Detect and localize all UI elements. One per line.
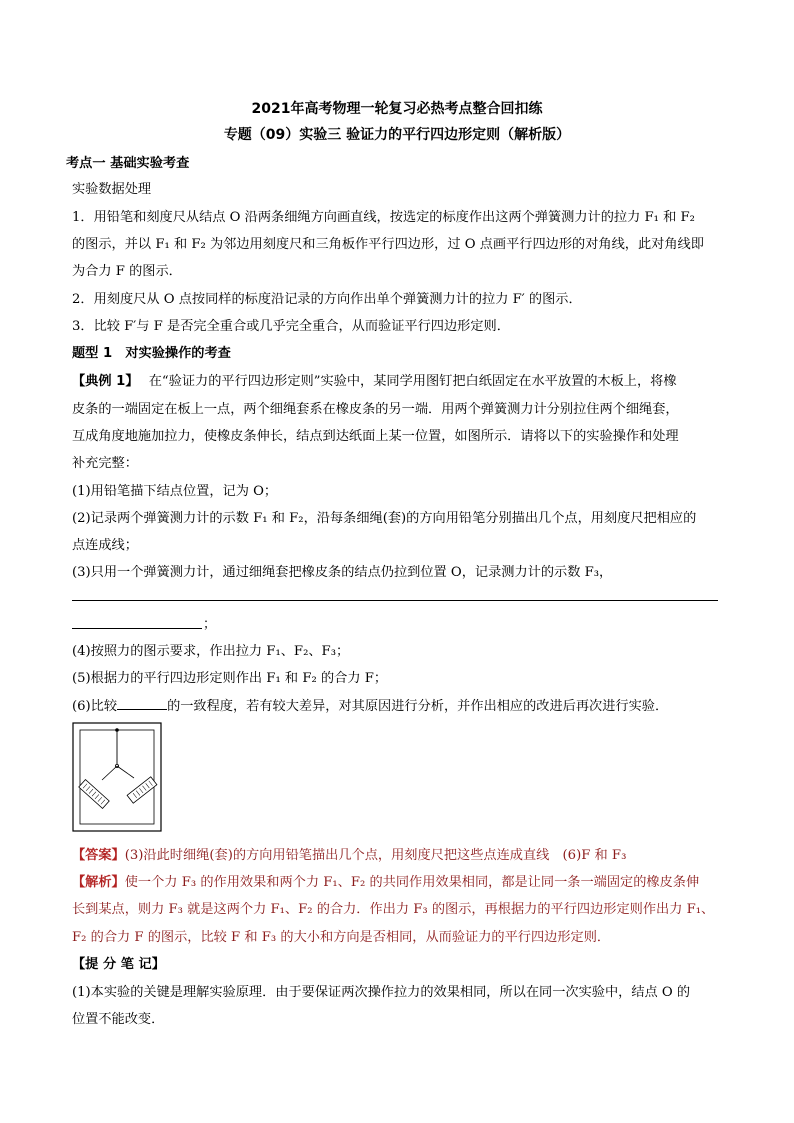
step-line: 的图示，并以 F₁ 和 F₂ 为邻边用刻度尺和三角板作平行四边形，过 O 点画平行四边形的对角线，此对角线即 — [72, 237, 704, 252]
pin-point — [115, 728, 119, 732]
experiment-figure — [72, 722, 162, 832]
analysis-tag: 【解析】 — [72, 875, 125, 890]
item6-blank — [117, 697, 167, 710]
question-stem-line: 互成角度地施加拉力，使橡皮条伸长，结点到达纸面上某一位置，如图所示．请将以下的实验操作和处理 — [72, 429, 679, 444]
item6-suffix: 的一致程度，若有较大差异，对其原因进行分析，并作出相应的改进后再次进行实验． — [167, 699, 669, 714]
question-stem-line: 在“验证力的平行四边形定则”实验中，某同学用图钉把白纸固定在水平放置的木板上，将橡 — [148, 374, 677, 389]
step-line: 3．比较 F′与 F 是否完全重合或几乎完全重合，从而验证平行四边形定则． — [72, 319, 510, 334]
example-tag: 【典例 1】 — [72, 374, 139, 389]
question-stem-first — [72, 370, 722, 389]
notes-line: 位置不能改变． — [72, 1012, 165, 1027]
step-line: 2．用刻度尺从 O 点按同样的标度沿记录的方向作出单个弹簧测力计的拉力 F′ 的图示． — [72, 292, 582, 307]
question-stem-line: 补充完整： — [72, 456, 138, 471]
sub-item: (1)用铅笔描下结点位置，记为 O； — [72, 484, 278, 499]
item6-prefix: (6)比较 — [72, 699, 118, 714]
analysis-text: 使一个力 F₃ 的作用效果和两个力 F₁、F₂ 的共同作用效果相同，都是让同一条一端固定的橡皮条伸 — [124, 875, 700, 890]
sub-item-6 — [72, 695, 722, 714]
document-subtitle: 专题（09）实验三 验证力的平行四边形定则（解析版） — [223, 127, 571, 143]
blank-end-mark: ； — [203, 617, 217, 632]
answer-text: (3)沿此时细绳(套)的方向用铅笔描出几个点，用刻度尺把这些点连成直线 (6)F 和 F₃ — [124, 848, 627, 863]
answer-blank-line-short — [72, 628, 202, 629]
analysis-text: F₂ 的合力 F 的图示，比较 F 和 F₃ 的大小和方向是否相同，从而验证力的平行四边形定则． — [72, 930, 611, 945]
answer-line — [72, 844, 722, 863]
question-stem-line: 皮条的一端固定在板上一点，两个细绳套系在橡皮条的另一端．用两个弹簧测力计分别拉住两个细绳套， — [72, 402, 679, 417]
document-title: 2021年高考物理一轮复习必热考点整合回扣练 — [251, 101, 543, 117]
question-type-heading: 题型 1 对实验操作的考查 — [72, 346, 231, 361]
notes-heading: 【提 分 笔 记】 — [72, 957, 165, 972]
answer-blank-line — [72, 600, 718, 601]
sub-item: (5)根据力的平行四边形定则作出 F₁ 和 F₂ 的合力 F； — [72, 671, 388, 686]
answer-tag: 【答案】 — [72, 848, 125, 863]
notes-line: (1)本实验的关键是理解实验原理．由于要保证两次操作拉力的效果相同，所以在同一次实验中，结点 O 的 — [72, 985, 691, 1000]
step-line: 1．用铅笔和刻度尺从结点 O 沿两条细绳方向画直线，按选定的标度作出这两个弹簧测力计的拉力 F₁ 和 F₂ — [72, 210, 695, 225]
sub-item: (2)记录两个弹簧测力计的示数 F₁ 和 F₂，沿每条细绳(套)的方向用铅笔分别描出几个点，用刻度尺把相应的 — [72, 511, 697, 526]
analysis-line — [72, 871, 722, 890]
analysis-text: 长到某点，则力 F₃ 就是这两个力 F₁、F₂ 的合力．作出力 F₃ 的图示，再根据力的平行四边形定则作出力 F₁、 — [72, 902, 715, 917]
sub-heading: 实验数据处理 — [72, 182, 152, 197]
step-line: 为合力 F 的图示． — [72, 264, 182, 279]
sub-item: (4)按照力的图示要求，作出拉力 F₁、F₂、F₃； — [72, 644, 350, 659]
section-heading: 考点一 基础实验考查 — [66, 156, 190, 171]
sub-item: 点连成线； — [72, 538, 138, 553]
sub-item: (3)只用一个弹簧测力计，通过细绳套把橡皮条的结点仍拉到位置 O，记录测力计的示数 F₃， — [72, 565, 613, 580]
